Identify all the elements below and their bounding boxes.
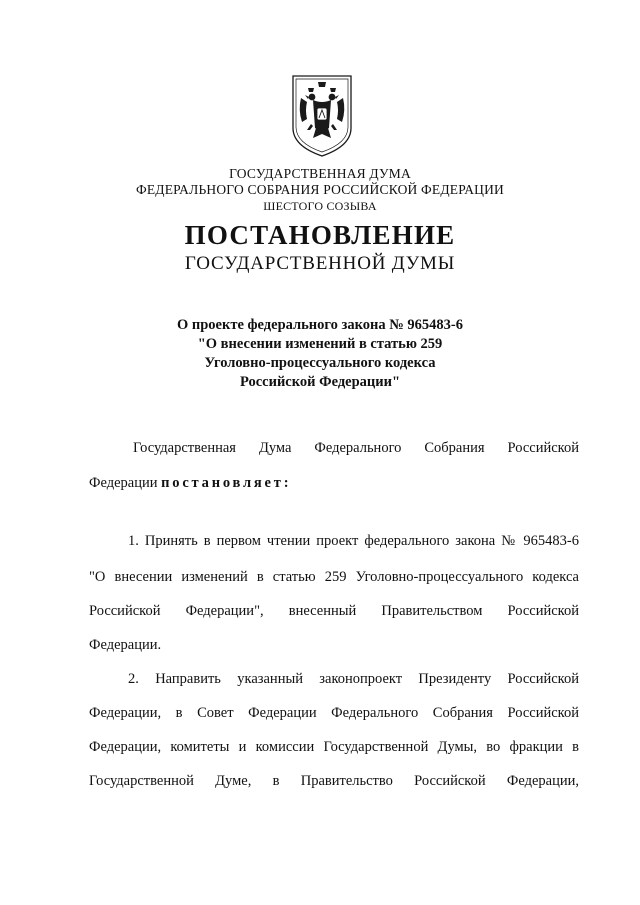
- org-name-line2: ФЕДЕРАЛЬНОГО СОБРАНИЯ РОССИЙСКОЙ ФЕДЕРАЦИИ: [136, 182, 504, 197]
- subject-line2: "О внесении изменений в статью 259: [197, 336, 443, 352]
- intro-line2-text: Федерации: [89, 475, 162, 491]
- document-title: ПОСТАНОВЛЕНИЕ: [184, 220, 456, 250]
- paragraph2-line1: 2. Направить указанный законопроект Президенту Российской: [128, 671, 579, 687]
- paragraph2-line3: Федерации, комитеты и комиссии Государственной Думы, во фракции в: [89, 739, 579, 755]
- subject-line1: О проекте федерального закона № 965483-6: [176, 317, 464, 333]
- intro-line1: Государственная Дума Федерального Собрания Российской: [133, 440, 579, 456]
- paragraph2-line2: Федерации, в Совет Федерации Федерального Собрания Российской: [89, 705, 579, 721]
- paragraph1-line3: Российской Федерации", внесенный Правительством Российской: [89, 603, 579, 619]
- resolves-keyword: постановляет:: [161, 475, 292, 491]
- subject-line3: Уголовно-процессуального кодекса: [204, 355, 436, 371]
- convocation: ШЕСТОГО СОЗЫВА: [263, 199, 377, 213]
- subject-line4: Российской Федерации": [239, 374, 401, 390]
- paragraph1-line2: "О внесении изменений в статью 259 Уголовно-процессуального кодекса: [89, 569, 579, 585]
- paragraph1-line1: 1. Принять в первом чтении проект федерального закона № 965483-6: [128, 533, 579, 549]
- paragraph2-line4: Государственной Думе, в Правительство Российской Федерации,: [89, 773, 579, 789]
- paragraph1-line4: Федерации.: [89, 637, 162, 653]
- org-name-line1: ГОСУДАРСТВЕННАЯ ДУМА: [229, 166, 411, 181]
- intro-line2: [89, 474, 579, 492]
- coat-of-arms-icon: [289, 72, 355, 158]
- document-subtitle: ГОСУДАРСТВЕННОЙ ДУМЫ: [184, 253, 456, 274]
